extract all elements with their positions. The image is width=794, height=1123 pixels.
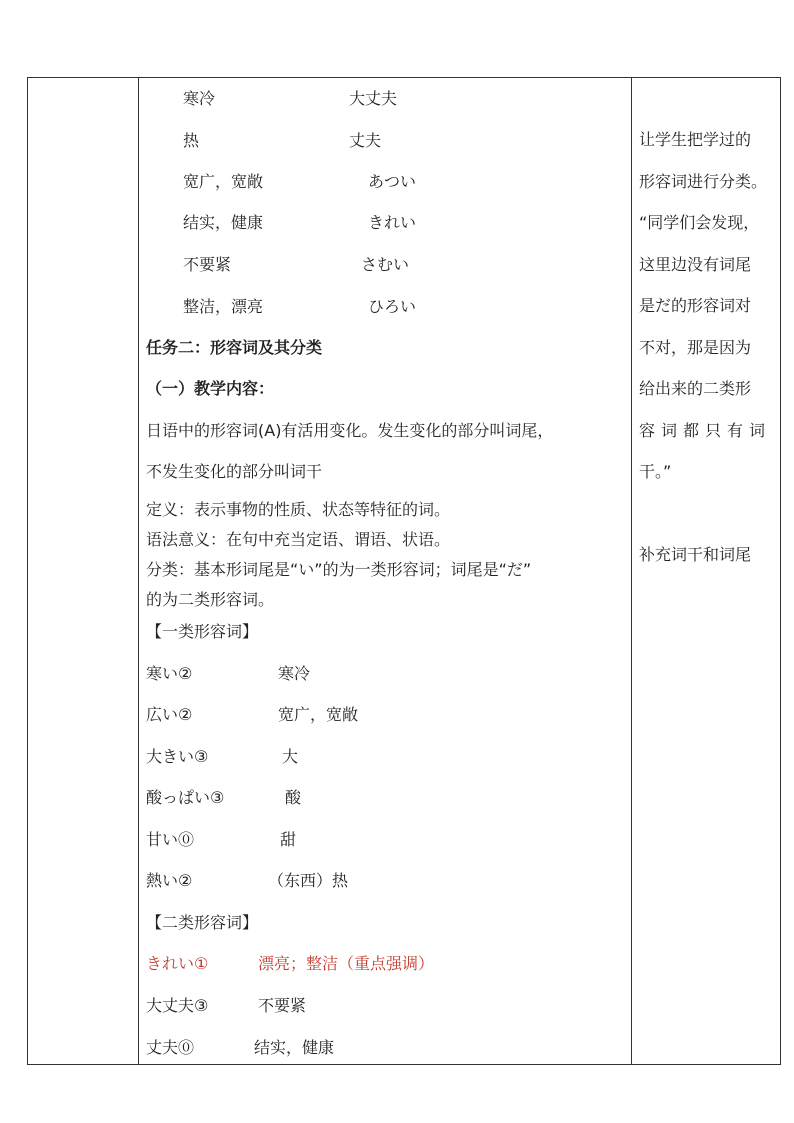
note-line: 是だ的形容词对 [639, 296, 752, 315]
list-item-left: 热 [183, 131, 200, 150]
japanese-word: 酸っぱい③ [146, 788, 225, 807]
list-item-right: さむい [361, 255, 410, 274]
note-supplement: 补充词干和词尾 [639, 545, 752, 564]
chinese-meaning: 寒冷 [278, 664, 311, 683]
chinese-meaning: 不要紧 [258, 996, 307, 1015]
chinese-meaning: 大 [282, 747, 299, 766]
japanese-word: 広い② [146, 705, 193, 724]
classification-line: 分类：基本形词尾是“い”的为一类形容词；词尾是“だ” [146, 560, 532, 579]
chinese-meaning: （东西）热 [268, 871, 349, 890]
japanese-word: 甘い⓪ [146, 830, 195, 849]
note-line: 干。” [639, 462, 672, 481]
list-item-right: きれい [368, 213, 417, 232]
list-item-left: 结实，健康 [183, 213, 264, 232]
chinese-meaning: 酸 [285, 788, 302, 807]
japanese-word: 熱い② [146, 871, 193, 890]
column-divider-left [138, 78, 139, 1064]
classification-line: 的为二类形容词。 [146, 590, 275, 609]
chinese-meaning: 结实，健康 [254, 1038, 335, 1057]
note-line: 让学生把学过的 [639, 130, 752, 149]
definition-line: 定义：表示事物的性质、状态等特征的词。 [146, 500, 451, 519]
list-item-left: 整洁，漂亮 [183, 297, 264, 316]
note-line: 这里边没有词尾 [639, 255, 752, 274]
japanese-word: 大きい③ [146, 747, 209, 766]
note-line: 不对，那是因为 [639, 338, 752, 357]
note-line: 给出来的二类形 [639, 379, 752, 398]
type1-heading: 【一类形容词】 [146, 622, 259, 641]
type2-heading: 【二类形容词】 [146, 913, 259, 932]
chinese-meaning: 漂亮；整洁（重点强调） [258, 954, 435, 973]
list-item-left: 寒冷 [183, 89, 216, 108]
paragraph-line: 不发生变化的部分叫词干 [146, 462, 323, 481]
chinese-meaning: 宽广，宽敞 [278, 705, 359, 724]
japanese-word: 大丈夫③ [146, 996, 209, 1015]
note-line: 形容词进行分类。 [639, 172, 768, 191]
list-item-right: 丈夫 [349, 131, 382, 150]
japanese-word: 寒い② [146, 664, 193, 683]
list-item-right: あつい [368, 172, 417, 191]
list-item-right: ひろい [368, 297, 417, 316]
list-item-right: 大丈夫 [349, 89, 398, 108]
chinese-meaning: 甜 [280, 830, 297, 849]
note-line: “同学们会发现， [639, 213, 760, 232]
section-heading: （一）教学内容： [146, 379, 275, 398]
paragraph-line: 日语中的形容词(A)有活用变化。发生变化的部分叫词尾， [146, 421, 554, 440]
japanese-word: 丈夫⓪ [146, 1038, 195, 1057]
japanese-word: きれい① [146, 954, 209, 973]
task-heading: 任务二：形容词及其分类 [146, 338, 323, 357]
column-divider-right [631, 78, 632, 1064]
grammar-line: 语法意义：在句中充当定语、谓语、状语。 [146, 530, 451, 549]
note-line: 容词都只有词 [639, 421, 772, 440]
list-item-left: 宽广，宽敞 [183, 172, 264, 191]
list-item-left: 不要紧 [183, 255, 232, 274]
